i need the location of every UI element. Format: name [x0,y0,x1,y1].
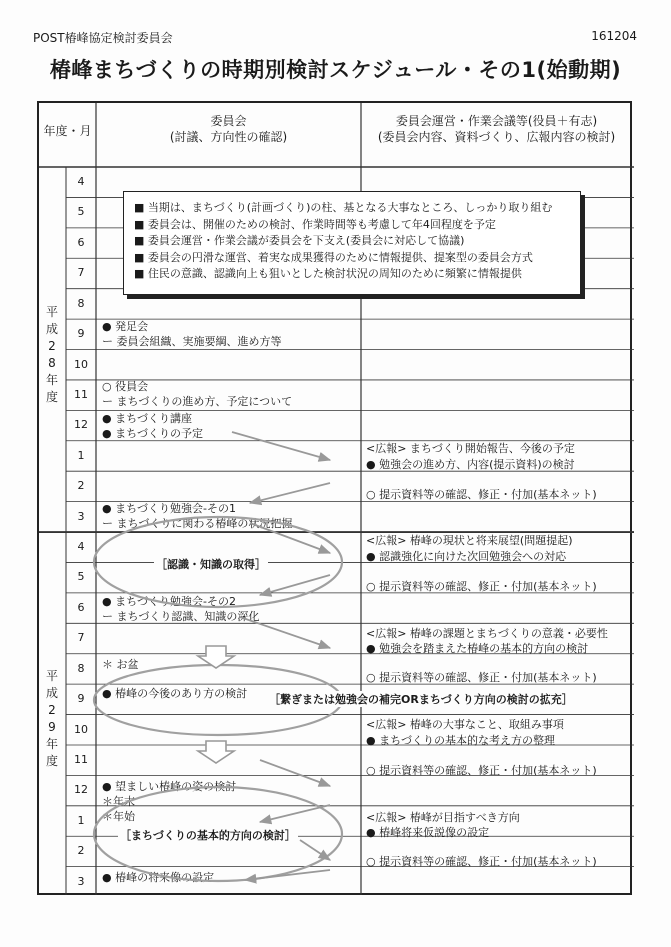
committee-item: ● 望ましい椿峰の姿の検討 [102,780,237,793]
month-label: 7 [77,631,85,645]
work-item: ● 椿峰将来仮説像の設定 [366,826,490,839]
work-item: ● 勉強会の進め方、内容(提示資料)の検討 [366,458,575,471]
month-label: 12 [74,418,88,432]
committee-item: ー 委員会組織、実施要綱、進め方等 [102,335,282,348]
work-item: ● 勉強会を踏まえた椿峰の基本的方向の検討 [366,642,589,655]
committee-item: ー まちづくりの進め方、予定について [102,395,293,408]
month-label: 6 [77,235,85,249]
month-label: 5 [77,205,85,219]
month-label: 10 [74,357,88,371]
month-label: 8 [77,661,85,675]
committee-item: ＊ お盆 [102,658,139,671]
work-header-sub: (委員会内容、資料づくり、広報内容の検討) [377,130,616,144]
work-item: ○ 提示資料等の確認、修正・付加(基本ネット) [366,764,597,777]
month-label: 11 [74,752,88,766]
work-item: <広報> 椿峰の課題とまちづくりの意義・必要性 [366,627,608,640]
work-item: ○ 提示資料等の確認、修正・付加(基本ネット) [366,671,597,684]
month-label: 4 [77,540,85,554]
work-item: <広報> 椿峰の大事なこと、取組み事項 [366,718,564,731]
period-header: 年度・月 [43,124,92,138]
committee-item: ー まちづくりに関わる椿峰の状況把握 [102,517,293,530]
month-label: 9 [77,327,85,341]
document-code: 161204 [591,29,637,43]
month-label: 3 [77,874,85,888]
month-label: 3 [77,509,85,523]
month-label: 6 [77,600,85,614]
committee-item: ○ 役員会 [102,380,149,393]
committee-item: ＊年始 [102,810,135,823]
committee-item: ● まちづくり勉強会-その1 [102,502,236,515]
era-label-h29: 平 成 2 9 年 度 [45,669,58,768]
phase-label-direction: ［まちづくりの基本的方向の検討］ [120,829,296,842]
policy-note: ■ 委員会の円滑な運営、着実な成果獲得のために情報提供、提案型の委員会方式 [134,250,533,264]
policy-note: ■ 住民の意識、認識向上も狙いとした検討状況の周知のために頻繁に情報提供 [134,267,522,280]
committee-header-sub: (討議、方向性の確認) [169,130,288,144]
work-header-title: 委員会運営・作業会議等(役員＋有志) [395,114,598,128]
work-item: <広報> 椿峰の現状と将来展望(問題提起) [366,534,573,547]
phase-label-bridging: ［繋ぎまたは勉強会の補完ORまちづくり方向の検討の拡充］ [269,693,573,706]
committee-header-title: 委員会 [210,114,247,128]
committee-item: ● まちづくりの予定 [102,427,203,440]
committee-item: ● 発足会 [102,320,149,333]
month-label: 2 [77,844,85,858]
phase-label-knowledge: ［認識・知識の取得］ [156,558,266,571]
work-item: <広報> 椿峰が目指すべき方向 [366,811,520,824]
month-label: 1 [77,813,85,827]
month-label: 8 [77,296,85,310]
month-label: 12 [74,783,88,797]
work-item: ○ 提示資料等の確認、修正・付加(基本ネット) [366,580,597,593]
month-label: 7 [77,266,85,280]
work-item: ● まちづくりの基本的な考え方の整理 [366,734,555,747]
policy-note: ■ 委員会運営・作業会議が委員会を下支え(委員会に対応して協議) [134,234,465,247]
work-item: ● 認識強化に向けた次回勉強会への対応 [366,550,567,563]
committee-item: ● 椿峰の将来像の設定 [102,871,215,884]
month-label: 4 [77,175,85,188]
page-title: 椿峰まちづくりの時期別検討スケジュール・その1(始動期) [49,58,622,82]
organization-name: POST椿峰協定検討委員会 [33,31,173,45]
committee-item: ● まちづくり勉強会-その2 [102,595,236,608]
policy-note: ■ 当期は、まちづくり(計画づくり)の柱、基となる大事なところ、しっかり取り組む [134,201,553,214]
committee-item: ● まちづくり講座 [102,412,192,425]
work-item: <広報> まちづくり開始報告、今後の予定 [366,442,575,455]
committee-item: ＊年末 [102,795,135,808]
era-label-h28: 平 成 2 8 年 度 [45,305,58,404]
committee-item: ー まちづくり認識、知識の深化 [102,610,260,623]
month-label: 9 [77,692,85,706]
committee-item: ● 椿峰の今後のあり方の検討 [102,687,248,700]
month-label: 2 [77,479,85,493]
month-label: 10 [74,722,88,736]
policy-note: ■ 委員会は、開催のための検討、作業時間等も考慮して年4回程度を予定 [134,217,496,231]
month-label: 11 [74,387,88,401]
flow-arrows [232,432,330,880]
work-item: ○ 提示資料等の確認、修正・付加(基本ネット) [366,855,597,868]
work-item: ○ 提示資料等の確認、修正・付加(基本ネット) [366,488,597,501]
month-label: 1 [77,448,85,462]
month-label: 5 [77,570,85,584]
down-arrow-icon [198,646,234,763]
